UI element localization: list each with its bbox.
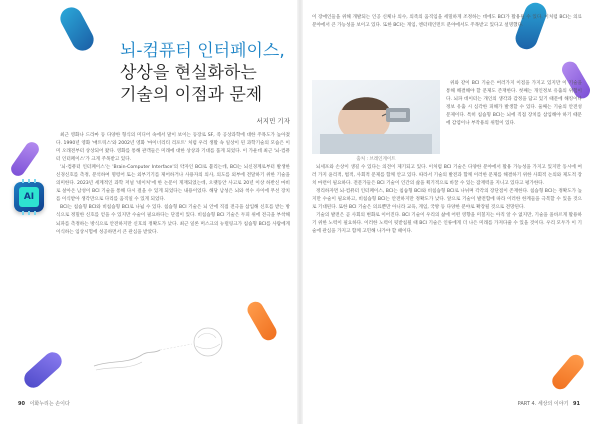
decorative-blue-pill <box>56 4 97 55</box>
title-line-2: 상상을 현실화하는 <box>120 63 257 83</box>
decorative-purple-pill-bottom <box>21 349 66 392</box>
paragraph: 위와 같이 BCI 기술은 여러가지 이점을 가지고 있지만 이 기술을 통해 해결해야 할 문제도 존재한다. 첫째는 개인정보 유출의 위험이다. 뇌파 데이터는 개인의 생각과 감정을 담고 있기 때문에 해킹이나 정보 유출 시 심각한 피해가 발생할 수 있다. 둘째는 기술의 안전성 문제이다. 특히 침습형 BCI는 뇌에 직접 장치를 삽입해야 하기 때문에 감염이나 부작용의 위험이 있다. <box>446 81 582 127</box>
left-article-body <box>56 132 290 237</box>
paragraph: 정리하자면 뇌-컴퓨터 인터페이스, BCI는 침습형 BCI와 비침습형 BCI로 나뉘며 각각의 장단점이 존재한다. 침습형 BCI는 정확도가 높지만 수술이 필요하고, 비침습형 BCI는 안전하지만 정확도가 낮다. 앞으로 기술이 발전함에 따라 이러한 한계들을 극복할 수 있을 것으로 기대된다. 또한 BCI 기술은 의료뿐만 아니라 교육, 게임, 국방 등 다양한 분야로 확장될 것으로 전망된다. <box>312 189 582 211</box>
byline: 서지민 기자 <box>256 117 290 125</box>
ai-chip-label: AI <box>19 187 39 207</box>
paragraph: BCI는 침습형 BCI와 비침습형 BCI로 나뉠 수 있다. 침습형 BCI 기술은 뇌 안에 직접 전극을 삽입해 신호를 받는 방식으로 정밀한 신호를 얻을 수 있지만 수술이 필요하다는 단점이 있다. 비침습형 BCI 기술은 두피 위에 전극을 부착해 뇌파를 측정하는 방식으로 안전하지만 신호의 정확도가 낮다. 최근 일론 머스크의 뉴럴링크가 침습형 BCI를 사람에게 이식하는 임상시험에 성공하면서 큰 관심을 받았다. <box>56 205 290 235</box>
folio-left <box>18 400 70 407</box>
gutter <box>297 0 303 424</box>
figure-caption: 출처 : 브레인게이트 <box>356 157 396 162</box>
page-number: 90 <box>18 401 25 407</box>
decorative-orange-pill-right <box>549 352 587 393</box>
page-number: 91 <box>573 401 580 407</box>
paragraph: 기술의 발전은 곧 사회의 변화로 이어진다. BCI 기술이 우리의 삶에 어떤 영향을 미칠지는 아직 알 수 없지만, 기술을 올바르게 활용하기 위한 노력이 필요하다. 이러한 노력이 뒷받침될 때 BCI 기술은 인류에게 더 나은 미래를 가져다줄 수 있을 것이다. 우리 모두가 이 기술에 관심을 가지고 함께 고민해 나가야 할 때이다. <box>312 213 582 235</box>
paragraph: 이 장애인들을 위해 개발되는 인공 신체나 의수, 의족의 움직임을 세밀하게 조정하는 데에도 BCI가 활용될 수 있다. 이처럼 BCI는 의료 분야에서 큰 가능성을 보이고 있다. 또한 BCI는 게임, 엔터테인먼트 분야에서도 주목받고 있다고 설명했다. <box>312 15 582 29</box>
title-line-3: 기술의 이점과 문제 <box>120 85 263 105</box>
bci-photo <box>312 80 440 154</box>
folio-title: 이화누리는 손이다 <box>29 401 70 407</box>
article-title <box>120 40 290 106</box>
ai-chip-icon <box>14 182 44 212</box>
hand-brain-illustration <box>88 320 250 376</box>
right-top-paragraph <box>312 14 582 30</box>
right-article-body <box>312 164 582 236</box>
title-line-1: 뇌-컴퓨터 인터페이스, <box>120 41 285 61</box>
decorative-purple-pill <box>8 139 41 178</box>
right-wrap-paragraph <box>446 80 582 128</box>
folio-right <box>518 400 580 407</box>
paragraph: 뇌세포와 손상이 생길 수 있다는 의견이 제기되고 있다. 이처럼 BCI 기술은 다양한 분야에서 활용 가능성을 가지고 있지만 동시에 여러 가지 윤리적, 법적, 사회적 문제를 함께 안고 있다. 따라서 기술의 발전과 함께 이러한 문제를 해결하기 위한 사회적 논의와 제도적 장치 마련이 필요하다. 전문가들은 BCI 기술이 인간의 삶을 획기적으로 바꿀 수 있는 잠재력을 지니고 있다고 평가한다. <box>312 165 582 187</box>
paragraph: '뇌-컴퓨터 인터페이스'는 'Brain-Computer Interface'의 약자인 BCI로 불리는데, BCI는 뇌신경계로부터 발생한 신경신호를 측정, 분석하여 명령어 또는 외부기기를 제어하거나 사용자의 의사, 의도를 외부에 전달하기 위한 기술을 의미한다. 2023년 세계적인 과학 저널 '네이처'에 한 논문이 게재되었는데, 오랫동안 사고로 20년 이상 하반신 마비로 살아온 남성이 BCI 기술을 통해 다시 걸을 수 있게 되었다는 내용이었다. 해당 남성은 뇌와 척수 사이에 무선 장치를 이식받아 생각만으로 다리를 움직일 수 있게 되었다. <box>56 165 290 203</box>
folio-title: PART 4. 세상의 이야기 <box>517 401 569 407</box>
paragraph: 최근 영화나 드라마 등 다양한 형식의 미디어 속에서 말이 보이는 등장로 SF, 즉 공상과학에 대한 주목도가 높아졌다. 1990년 영화 '매트릭스'와 2002년 영화 '마이너리티 리포트' 처럼 우리 생활 속 일상이 된 과학기술의 모습은 이미 오래전부터 상상되어 왔다. 영화를 통해 관객들은 미래에 대한 상상과 기대를 품게 되었다. 이 가운데 최근 '뇌-컴퓨터 인터페이스'가 크게 주목받고 있다. <box>56 133 290 163</box>
